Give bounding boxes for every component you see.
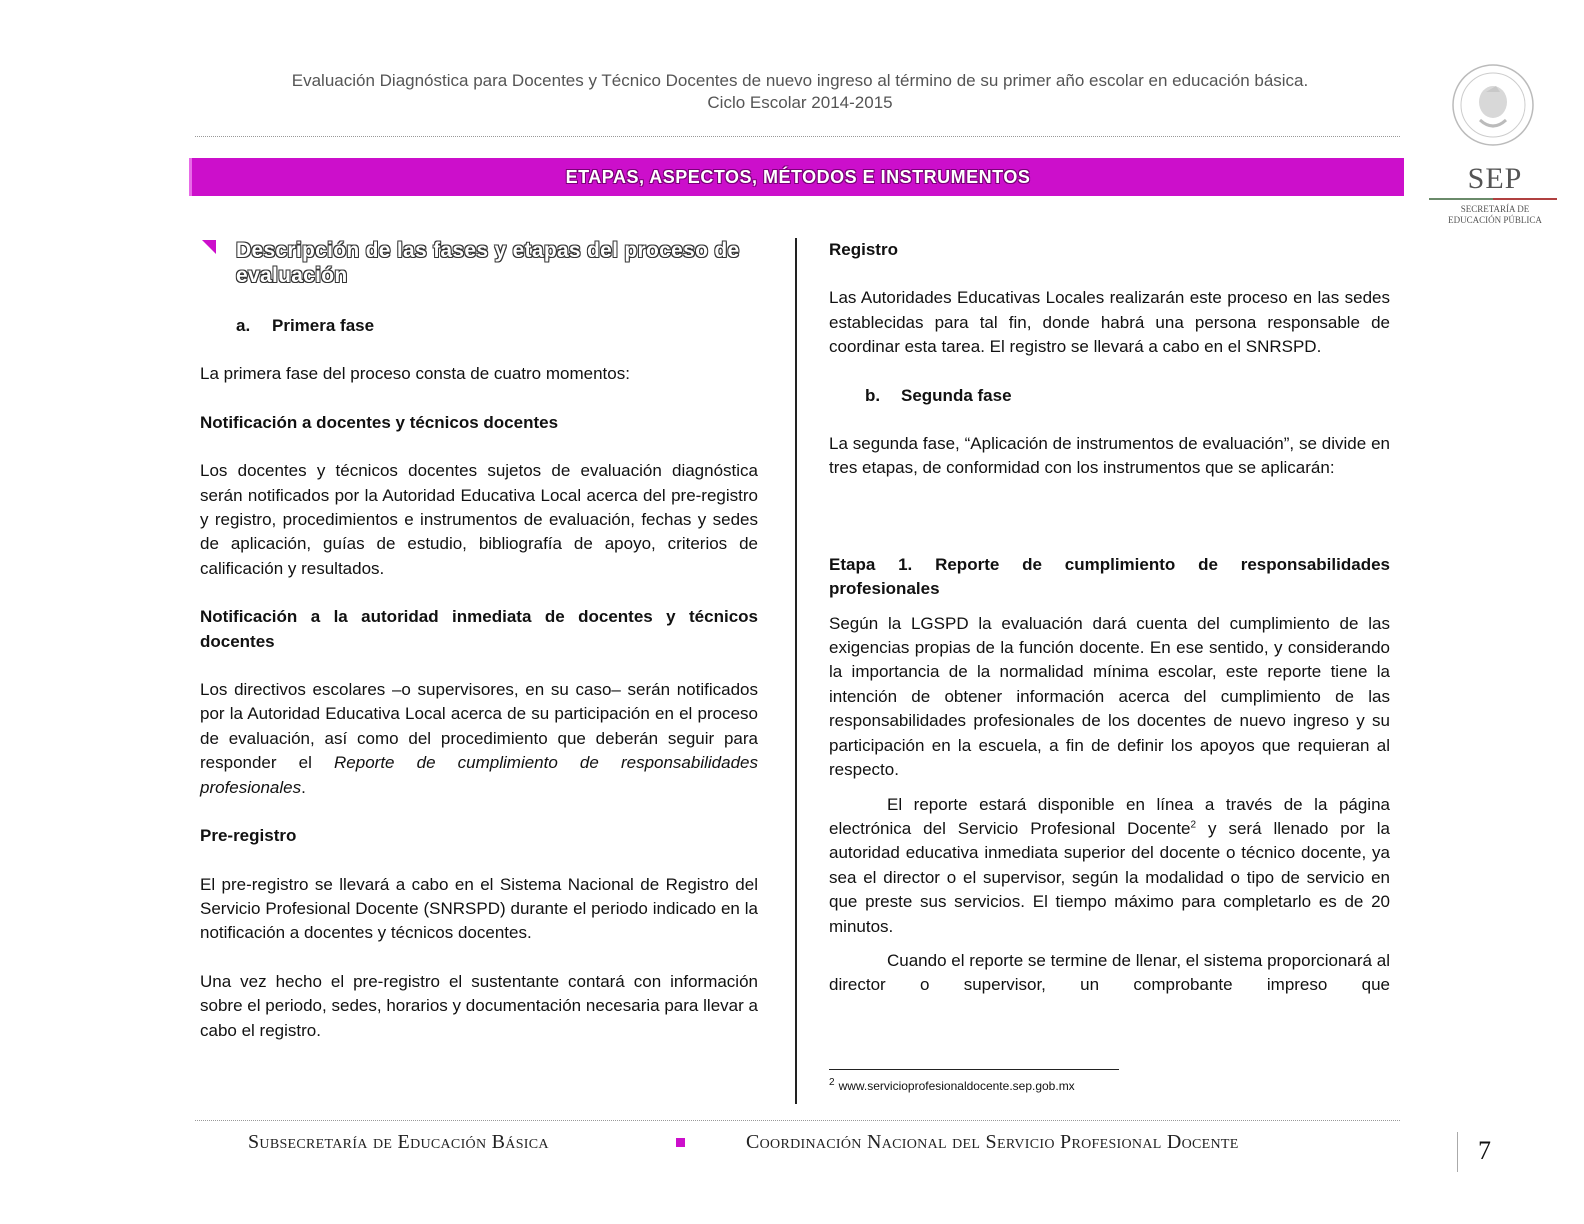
footnote-ref: 2 xyxy=(1190,819,1197,831)
page-number-separator xyxy=(1457,1132,1458,1172)
sep-logo xyxy=(1425,162,1565,227)
right-column xyxy=(829,238,1390,998)
sep-logo-sub1: SECRETARÍA DE xyxy=(1460,204,1530,214)
paragraph-pre-registro: El pre-registro se llevará a cabo en el Sistema Nacional de Registro del Servicio Profesional Docente (SNRSPD) durante el periodo indicado en la notificación a docentes y técnicos docentes. xyxy=(200,874,758,943)
sep-logo-rule xyxy=(1429,198,1557,201)
footer-coordinacion: Coordinación Nacional del Servicio Profesional Docente xyxy=(746,1131,1239,1153)
section-marker-icon xyxy=(202,240,216,254)
header-divider xyxy=(195,136,1400,137)
paragraph-end: . xyxy=(301,777,306,797)
left-column xyxy=(200,238,758,1043)
paragraph-text-cont: y será llenado por la autoridad educativa inmediata superior del docente o técnico docente, ya sea el director o el supervisor, según la modalidad o tipo de servicio en que preste sus servicios. El tiempo máximo para completarlo es de 20 minutos. xyxy=(829,818,1390,936)
footer-subsecretaria: Subsecretaría de Educación Básica xyxy=(248,1131,549,1153)
footer-divider xyxy=(195,1120,1400,1121)
sep-logo-subtitle xyxy=(1425,204,1565,226)
paragraph-registro-info: Una vez hecho el pre-registro el sustentante contará con información sobre el periodo, sedes, horarios y documentación necesaria para llevar a cabo el registro. xyxy=(200,971,758,1040)
heading-pre-registro: Pre-registro xyxy=(200,826,297,846)
heading-etapa-1: Etapa 1. Reporte de cumplimiento de responsabilidades profesionales xyxy=(829,554,1390,599)
sep-logo-text: SEP xyxy=(1467,162,1523,195)
footnote-number: 2 xyxy=(829,1077,835,1088)
paragraph-segunda-fase: La segunda fase, “Aplicación de instrumentos de evaluación”, se divide en tres etapas, de conformidad con los instrumentos que se aplicarán: xyxy=(829,434,1390,478)
footnote xyxy=(829,1075,1075,1094)
document-header-cycle: Ciclo Escolar 2014-2015 xyxy=(707,93,893,112)
subheading-title: Segunda fase xyxy=(901,385,1012,405)
paragraph-reporte-linea xyxy=(829,793,1390,939)
report-name: Reporte de cumplimiento de responsabilidades profesionales xyxy=(200,753,758,797)
paragraph-registro: Las Autoridades Educativas Locales realizarán este proceso en las sedes establecidas para tal fin, donde habrá una persona responsable de coordinar esta tarea. El registro se llevará a cabo en el SNRSPD. xyxy=(829,288,1390,357)
subheading-letter: b. xyxy=(865,385,881,405)
paragraph-comprobante: Cuando el reporte se termine de llenar, el sistema proporcionará al director o supervisor, un comprobante impreso que xyxy=(829,950,1390,995)
footer-square-icon xyxy=(676,1138,685,1147)
paragraph-notificacion-docentes: Los docentes y técnicos docentes sujetos de evaluación diagnóstica serán notificados por la Autoridad Educativa Local acerca del pre-registro y registro, procedimientos e instrumentos de evaluación, fechas y sedes de aplicación, guías de estudio, bibliografía de apoyo, criterios de calificación y resultados. xyxy=(200,461,758,578)
section-title-text: Descripción de las fases y etapas del proceso de evaluación xyxy=(236,239,740,287)
subheading-segunda-fase xyxy=(829,384,1390,408)
intro-paragraph: La primera fase del proceso consta de cuatro momentos: xyxy=(200,364,630,384)
document-header-title: Evaluación Diagnóstica para Docentes y Técnico Docentes de nuevo ingreso al término de su primer año escolar en educación básica. xyxy=(291,71,1309,90)
heading-notificacion-docentes: Notificación a docentes y técnicos docentes xyxy=(200,412,559,432)
paragraph-notificacion-autoridad xyxy=(200,678,758,800)
heading-registro: Registro xyxy=(829,240,898,259)
column-divider xyxy=(795,238,797,1104)
sep-logo-sub2: EDUCACIÓN PÚBLICA xyxy=(1448,215,1542,225)
banner-title: ETAPAS, ASPECTOS, MÉTODOS E INSTRUMENTOS xyxy=(565,167,1031,187)
section-banner xyxy=(189,158,1404,196)
subheading-letter: a. xyxy=(236,316,251,335)
subheading-primera-fase xyxy=(200,314,758,338)
paragraph-text: El reporte estará disponible en línea a través de la página electrónica del Servicio Profesional Docente xyxy=(829,794,1390,838)
section-title xyxy=(200,238,758,288)
paragraph-etapa-1: Según la LGSPD la evaluación dará cuenta del cumplimiento de las exigencias propias de la función docente. En ese sentido, y considerando la importancia de la normalidad mínima escolar, este reporte tiene la intención de obtener información acerca del cumplimiento de las responsabilidades profesionales de los docentes de nuevo ingreso y su participación en la escuela, a fin de definir los apoyos que requieran al respecto. xyxy=(829,613,1390,780)
heading-notificacion-autoridad: Notificación a la autoridad inmediata de docentes y técnicos docentes xyxy=(200,607,758,651)
footnote-rule xyxy=(829,1069,1119,1070)
paragraph-text: Los directivos escolares –o supervisores, en su caso– serán notificados por la Autoridad Educativa Local acerca de su participación en el proceso de evaluación, así como del procedimiento que deberán seguir para responder el xyxy=(200,680,758,773)
page-number: 7 xyxy=(1478,1136,1491,1165)
footnote-url: www.servicioprofesionaldocente.sep.gob.mx xyxy=(838,1079,1075,1093)
mexico-coat-of-arms-icon xyxy=(1450,62,1536,148)
subheading-title: Primera fase xyxy=(272,316,375,335)
